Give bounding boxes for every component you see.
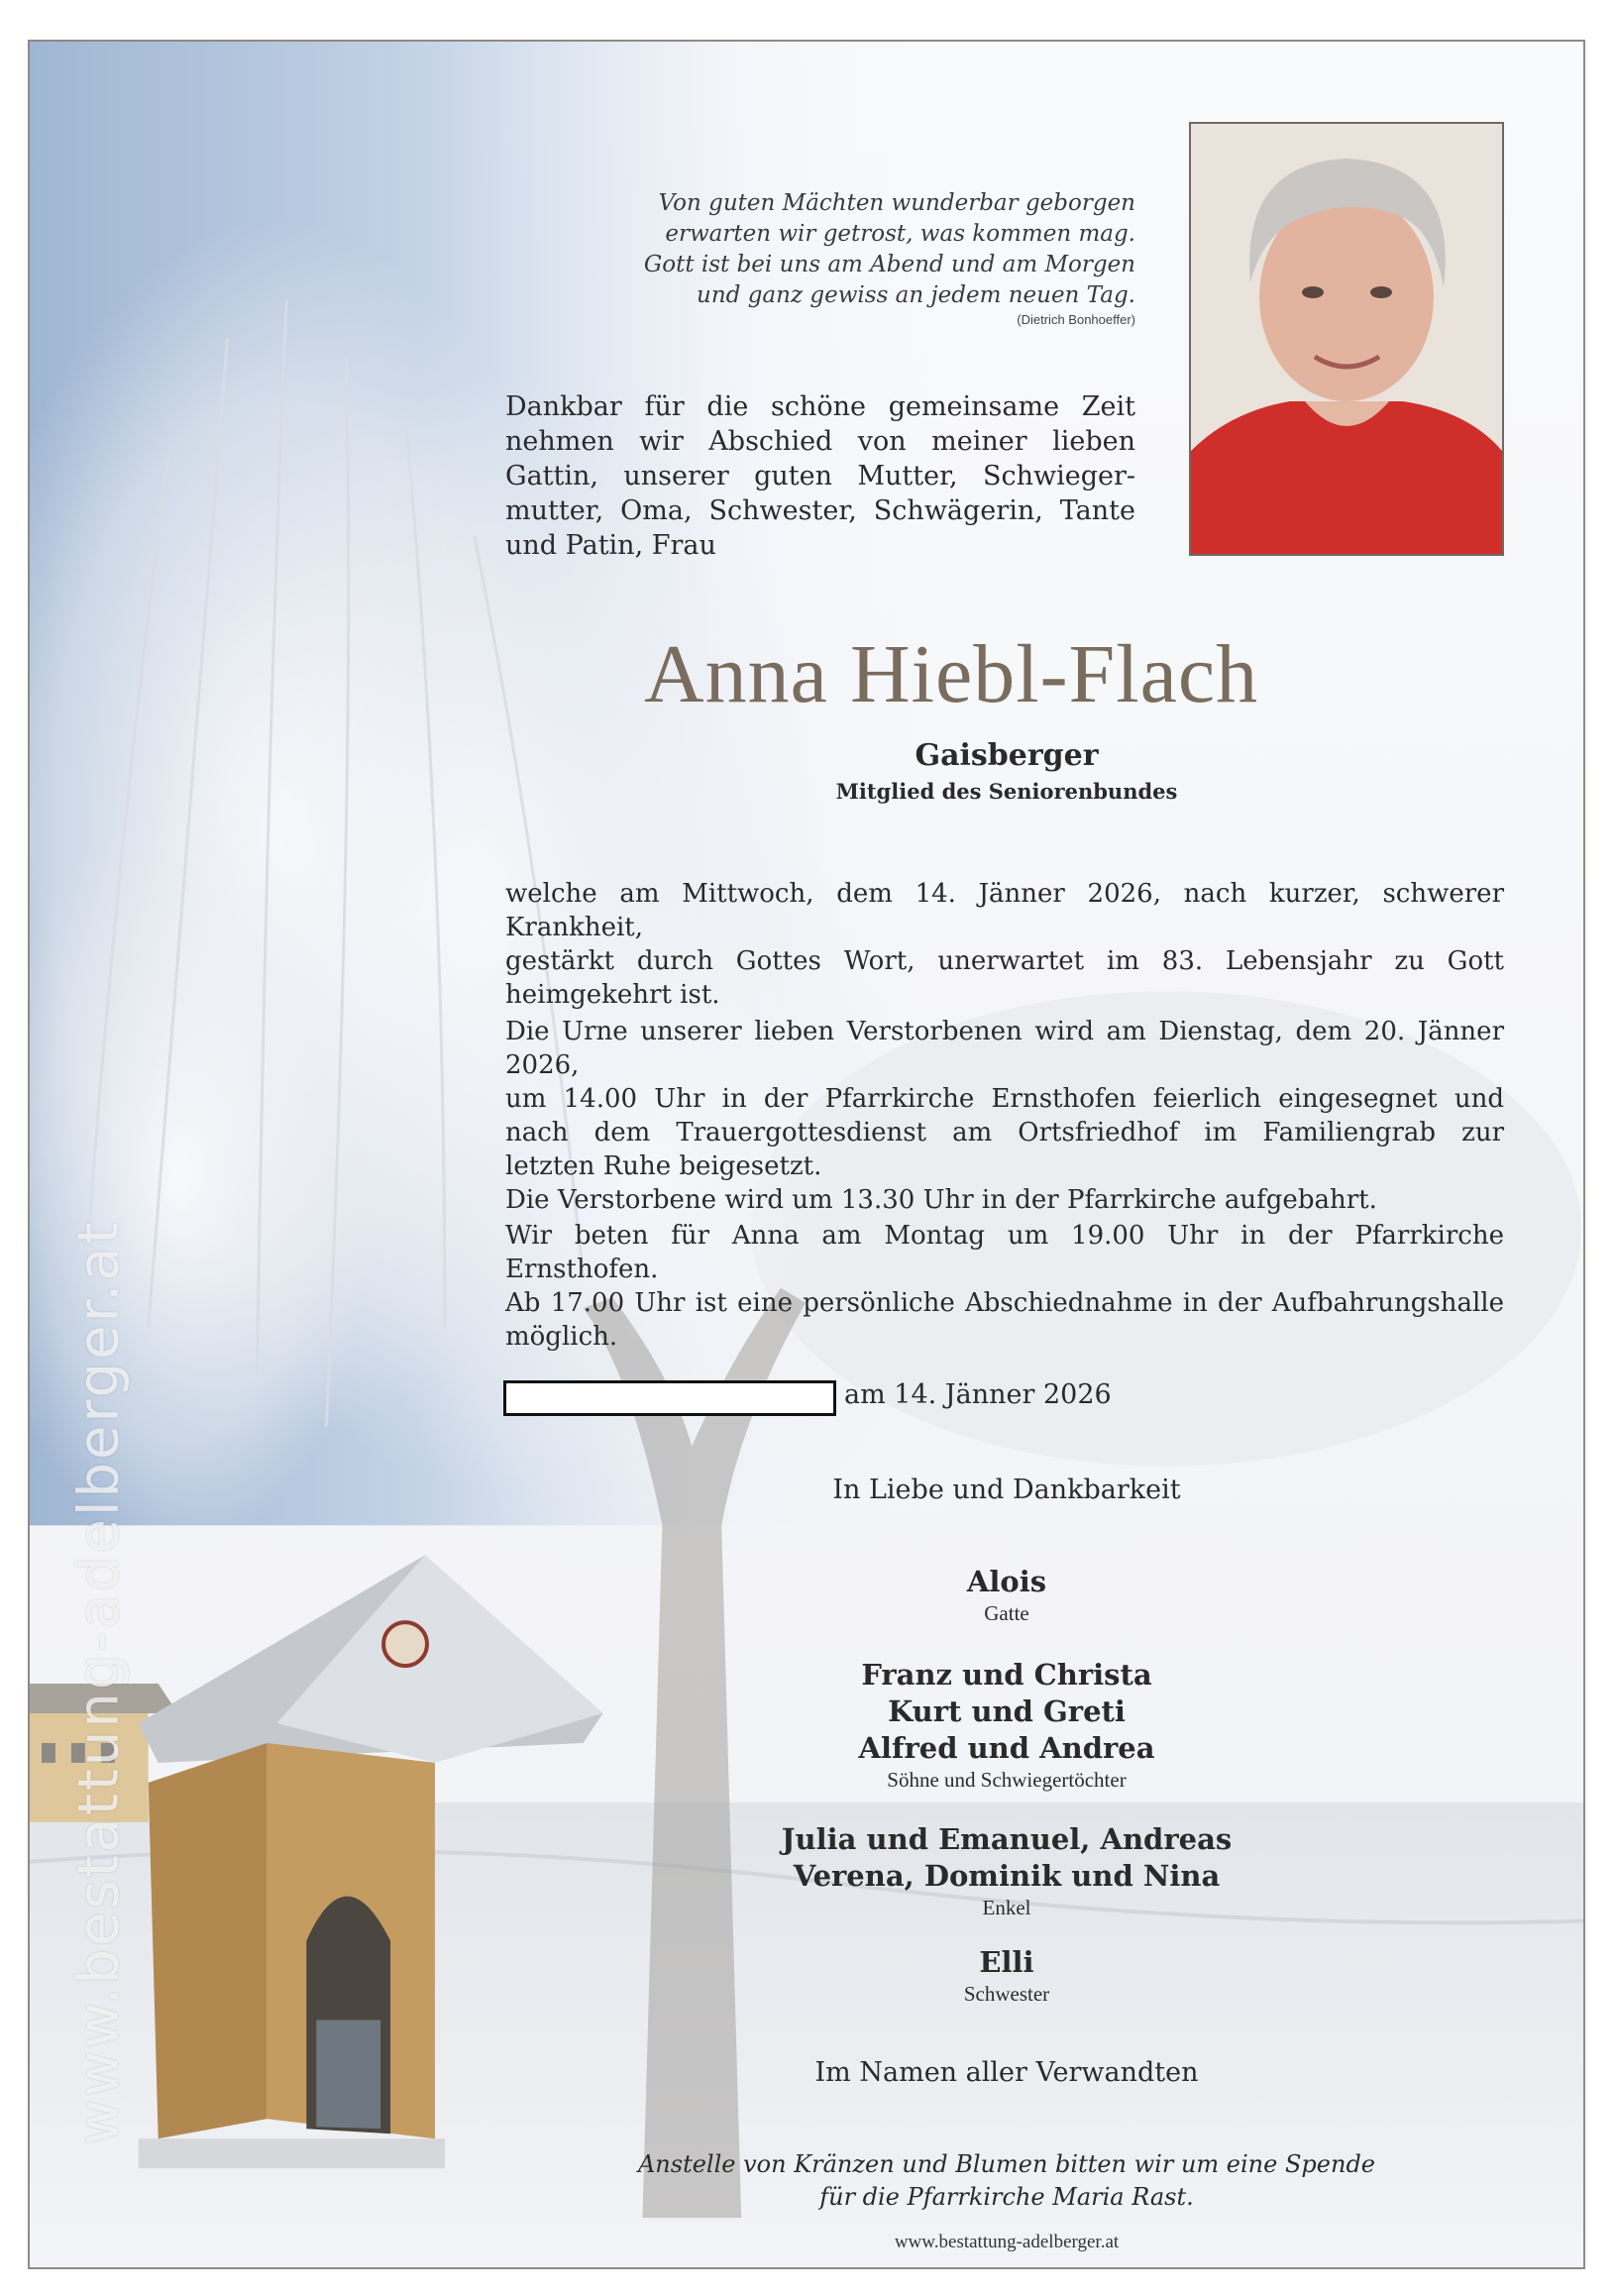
mourner-name: Franz und Christa (861, 1658, 1152, 1692)
closing-line: für die Pfarrkirche Maria Rast. (819, 2183, 1194, 2211)
watermark (59, 1112, 139, 2251)
paragraph-line: um 14.00 Uhr in der Pfarrkirche Ernsthofen feierlich eingesegnet und (505, 1084, 1504, 1114)
bonhoeffer-quote (442, 188, 1135, 311)
paragraph-line: möglich. (505, 1322, 618, 1352)
mourner-role: Söhne und Schwiegertöchter (887, 1768, 1127, 1792)
on-behalf-line: Im Namen aller Verwandten (814, 2057, 1199, 2088)
quote-line: Von guten Mächten wunderbar geborgen (658, 190, 1135, 216)
paragraph-line: heimgekehrt ist. (505, 980, 720, 1010)
mourner-role: Schwester (963, 1982, 1050, 2006)
quote-source: (Dietrich Bonhoeffer) (1017, 312, 1135, 327)
prayer-paragraph (505, 1219, 1504, 1354)
paragraph-line: gestärkt durch Gottes Wort, unerwartet im 83. Lebensjahr zu Gott (505, 946, 1504, 976)
intro-text (505, 389, 1135, 563)
mourner-group-spouse (610, 1564, 1403, 1626)
mourner-group-sister (610, 1944, 1403, 2007)
intro-line: mutter, Oma, Schwester, Schwägerin, Tante (505, 495, 1135, 526)
mourner-name: Kurt und Greti (888, 1695, 1126, 1728)
date-line: am 14. Jänner 2026 (844, 1379, 1112, 1410)
closing-line: Anstelle von Kränzen und Blumen bitten wir um eine Spende (637, 2150, 1376, 2178)
intro-line: Gattin, unserer guten Mutter, Schwieger- (505, 461, 1135, 492)
intro-line: nehmen wir Abschied von meiner lieben (505, 426, 1135, 457)
death-paragraph (505, 877, 1504, 1012)
in-love-line: In Liebe und Dankbarkeit (832, 1475, 1181, 1505)
paragraph-line: nach dem Trauergottesdienst am Ortsfriedhof im Familiengrab zur (505, 1118, 1504, 1148)
quote-line: Gott ist bei uns am Abend und am Morgen (643, 252, 1135, 277)
mourner-role: Gatte (984, 1601, 1029, 1625)
watermark-text: www.bestattung-adelberger.at (66, 1218, 132, 2145)
portrait-photo (1189, 122, 1504, 556)
mourner-name: Alois (966, 1565, 1047, 1598)
quote-line: erwarten wir getrost, was kommen mag. (665, 221, 1135, 247)
birth-name: Gaisberger (915, 738, 1099, 773)
mourner-name: Verena, Dominik und Nina (793, 1859, 1221, 1893)
mourner-name: Alfred und Andrea (858, 1731, 1155, 1765)
intro-line: Dankbar für die schöne gemeinsame Zeit (505, 391, 1135, 422)
intro-line: und Patin, Frau (505, 530, 716, 561)
mourner-name: Julia und Emanuel, Andreas (781, 1822, 1233, 1856)
mourner-group-sons (610, 1657, 1403, 1793)
quote-line: und ganz gewiss an jedem neuen Tag. (697, 282, 1135, 308)
paragraph-line: letzten Ruhe beigesetzt. (505, 1151, 822, 1181)
redacted-place-box (503, 1380, 836, 1416)
mourner-name: Elli (979, 1945, 1034, 1979)
funeral-paragraph (505, 1015, 1504, 1217)
paragraph-line: Die Urne unserer lieben Verstorbenen wird am Dienstag, dem 20. Jänner 2026, (505, 1017, 1504, 1080)
membership: Mitglied des Seniorenbundes (835, 779, 1178, 804)
deceased-name: Anna Hiebl-Flach (644, 628, 1259, 720)
paragraph-line: Wir beten für Anna am Montag um 19.00 Uhr in der Pfarrkirche Ernsthofen. (505, 1221, 1504, 1284)
paragraph-line: Die Verstorbene wird um 13.30 Uhr in der Pfarrkirche aufgebahrt. (505, 1185, 1377, 1215)
paragraph-line: Ab 17.00 Uhr ist eine persönliche Abschiednahme in der Aufbahrungshalle (505, 1288, 1504, 1318)
mourner-role: Enkel (982, 1896, 1031, 1919)
mourner-group-grandchildren (610, 1821, 1403, 1920)
paragraph-line: welche am Mittwoch, dem 14. Jänner 2026, nach kurzer, schwerer Krankheit, (505, 879, 1504, 942)
website-link: www.bestattung-adelberger.at (894, 2232, 1120, 2252)
donation-request (610, 2148, 1403, 2214)
